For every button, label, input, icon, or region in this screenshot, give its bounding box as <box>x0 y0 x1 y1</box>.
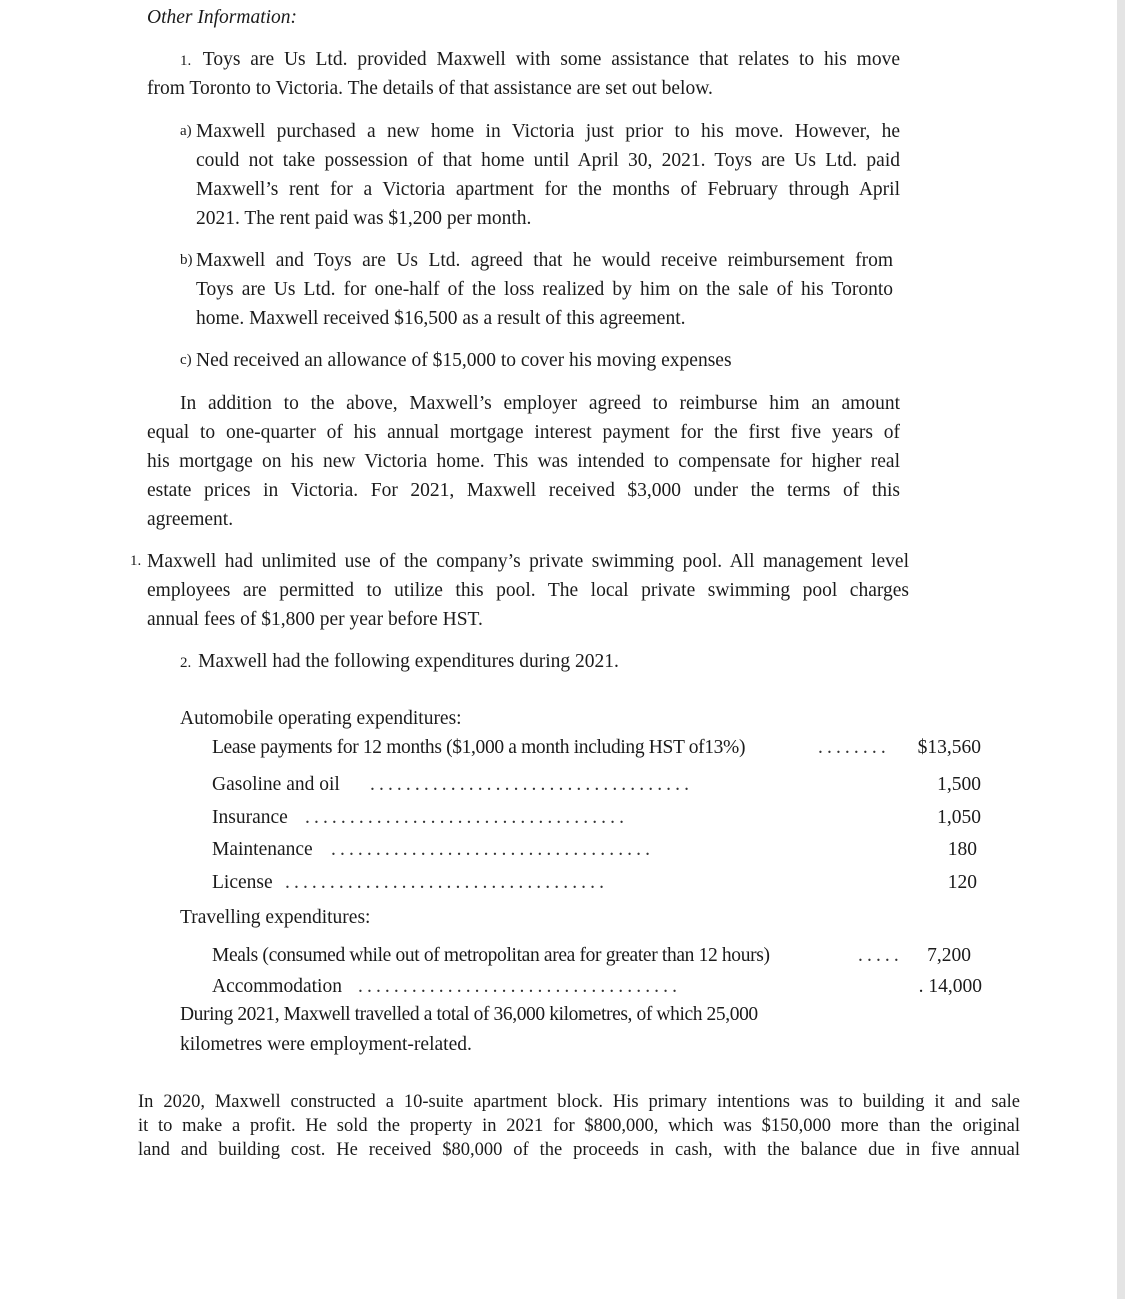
auto-heading: Automobile operating expenditures: <box>180 708 462 729</box>
travel-meals-label: Meals (consumed while out of metropolitan area for greater than 12 hours) <box>212 945 770 966</box>
travel-heading: Travelling expenditures: <box>180 907 371 928</box>
auto-row-lease-amount: $13,560 <box>917 737 981 758</box>
apartment-line1: In 2020, Maxwell constructed a 10-suite apartment block. His primary intentions was to building it and sale <box>138 1092 1020 1112</box>
auto-row-maintenance-dots: .................................... <box>331 839 655 860</box>
sub-c-marker: c) <box>180 352 192 368</box>
sub-a-line3: Maxwell’s rent for a Victoria apartment for the months of February through April <box>196 179 900 200</box>
auto-row-gasoline-label: Gasoline and oil <box>212 774 340 795</box>
auto-row-insurance-amount: 1,050 <box>937 807 981 828</box>
sub-a-line1: Maxwell purchased a new home in Victoria just prior to his move. However, he <box>196 121 900 142</box>
sub-b-marker: b) <box>180 252 193 268</box>
auto-row-license-dots: .................................... <box>285 872 609 893</box>
auto-row-lease-label: Lease payments for 12 months ($1,000 a month including HST of13%) <box>212 737 746 758</box>
pool-line3: annual fees of $1,800 per year before HST. <box>147 609 483 630</box>
addition-line5: agreement. <box>147 509 234 530</box>
auto-row-maintenance-label: Maintenance <box>212 839 313 860</box>
sub-a-line4: 2021. The rent paid was $1,200 per month. <box>196 208 532 229</box>
apartment-line3: land and building cost. He received $80,000 of the proceeds in cash, with the balance due in five annual <box>138 1140 1020 1160</box>
auto-row-license-amount: 120 <box>947 872 977 893</box>
pool-line1: Maxwell had unlimited use of the company’s private swimming pool. All management level <box>147 551 909 572</box>
auto-row-insurance-label: Insurance <box>212 807 288 828</box>
item1-line2: from Toronto to Victoria. The details of that assistance are set out below. <box>147 78 713 99</box>
sub-b-line3: home. Maxwell received $16,500 as a result of this agreement. <box>196 308 686 329</box>
pool-number: 1. <box>130 553 142 569</box>
sub-c-line1: Ned received an allowance of $15,000 to cover his moving expenses <box>196 350 732 371</box>
item2-line1: 2. Maxwell had the following expenditures during 2021. <box>180 651 619 672</box>
auto-row-gasoline-dots: .................................... <box>370 774 694 795</box>
addition-line2: equal to one-quarter of his annual mortgage interest payment for the first five years of <box>147 422 900 443</box>
auto-row-lease-dots: ........ <box>818 737 890 758</box>
pool-line2: employees are permitted to utilize this pool. The local private swimming pool charges <box>147 580 909 601</box>
travel-meals-amount: 7,200 <box>927 945 971 966</box>
item1-line1: 1. Toys are Us Ltd. provided Maxwell with some assistance that relates to his move <box>180 49 900 70</box>
travel-accommodation-dots: .................................... <box>358 976 682 997</box>
sub-a-line2: could not take possession of that home until April 30, 2021. Toys are Us Ltd. paid <box>196 150 900 171</box>
page-edge-shadow <box>1117 0 1125 1299</box>
sub-b-line1: Maxwell and Toys are Us Ltd. agreed that he would receive reimbursement from <box>196 250 893 271</box>
sub-a-marker: a) <box>180 123 192 139</box>
item2-number: 2. <box>180 655 192 671</box>
section-heading: Other Information: <box>147 7 298 28</box>
auto-row-insurance-dots: .................................... <box>305 807 629 828</box>
apartment-line2: it to make a profit. He sold the property in 2021 for $800,000, which was $150,000 more than the original <box>138 1116 1020 1136</box>
travel-km-line1: During 2021, Maxwell travelled a total of 36,000 kilometres, of which 25,000 <box>180 1004 758 1025</box>
addition-line4: estate prices in Victoria. For 2021, Maxwell received $3,000 under the terms of this <box>147 480 900 501</box>
auto-row-maintenance-amount: 180 <box>947 839 977 860</box>
travel-km-line2: kilometres were employment-related. <box>180 1034 472 1055</box>
travel-meals-dots: ..... <box>858 945 903 966</box>
travel-accommodation-label: Accommodation <box>212 976 342 997</box>
item1-number: 1. <box>180 53 192 69</box>
auto-row-license-label: License <box>212 872 273 893</box>
sub-b-line2: Toys are Us Ltd. for one-half of the loss realized by him on the sale of his Toronto <box>196 279 893 300</box>
auto-row-gasoline-amount: 1,500 <box>937 774 981 795</box>
addition-line1: In addition to the above, Maxwell’s employer agreed to reimburse him an amount <box>180 393 900 414</box>
travel-accommodation-amount: . 14,000 <box>918 976 982 997</box>
addition-line3: his mortgage on his new Victoria home. This was intended to compensate for higher real <box>147 451 900 472</box>
